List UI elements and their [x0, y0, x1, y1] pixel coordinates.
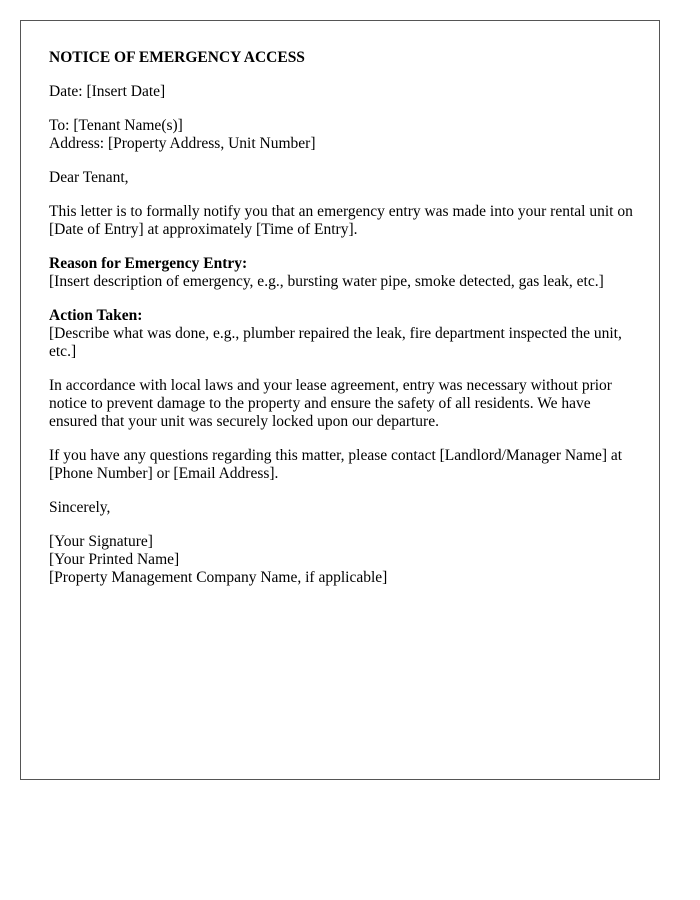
salutation: Dear Tenant,	[49, 169, 129, 186]
action-body: [Describe what was done, e.g., plumber repaired the leak, fire department inspected the unit, etc.]	[49, 325, 622, 360]
compliance-paragraph: In accordance with local laws and your lease agreement, entry was necessary without prior notice to prevent damage to the property and ensure the safety of all residents. We have ensured that your unit was securely locked upon our departure.	[49, 377, 612, 430]
date-line: Date: [Insert Date]	[49, 83, 166, 100]
letter-page	[20, 20, 660, 780]
closing: Sincerely,	[49, 499, 111, 516]
address-line: Address: [Property Address, Unit Number]	[49, 135, 316, 152]
intro-paragraph: This letter is to formally notify you that an emergency entry was made into your rental unit on [Date of Entry] at approximately [Time of Entry].	[49, 203, 633, 238]
letter-title: NOTICE OF EMERGENCY ACCESS	[49, 49, 305, 66]
printed-name-line: [Your Printed Name]	[49, 551, 180, 568]
signature-line: [Your Signature]	[49, 533, 153, 550]
company-line: [Property Management Company Name, if applicable]	[49, 569, 388, 586]
reason-section	[49, 255, 639, 291]
contact-paragraph: If you have any questions regarding this matter, please contact [Landlord/Manager Name] at [Phone Number] or [Email Address].	[49, 447, 623, 482]
recipient-block	[49, 117, 639, 153]
to-line: To: [Tenant Name(s)]	[49, 117, 183, 134]
signature-block	[49, 533, 639, 587]
reason-body: [Insert description of emergency, e.g., bursting water pipe, smoke detected, gas leak, etc.]	[49, 273, 604, 290]
action-heading: Action Taken:	[49, 307, 143, 324]
action-section	[49, 307, 639, 361]
reason-heading: Reason for Emergency Entry:	[49, 255, 248, 272]
